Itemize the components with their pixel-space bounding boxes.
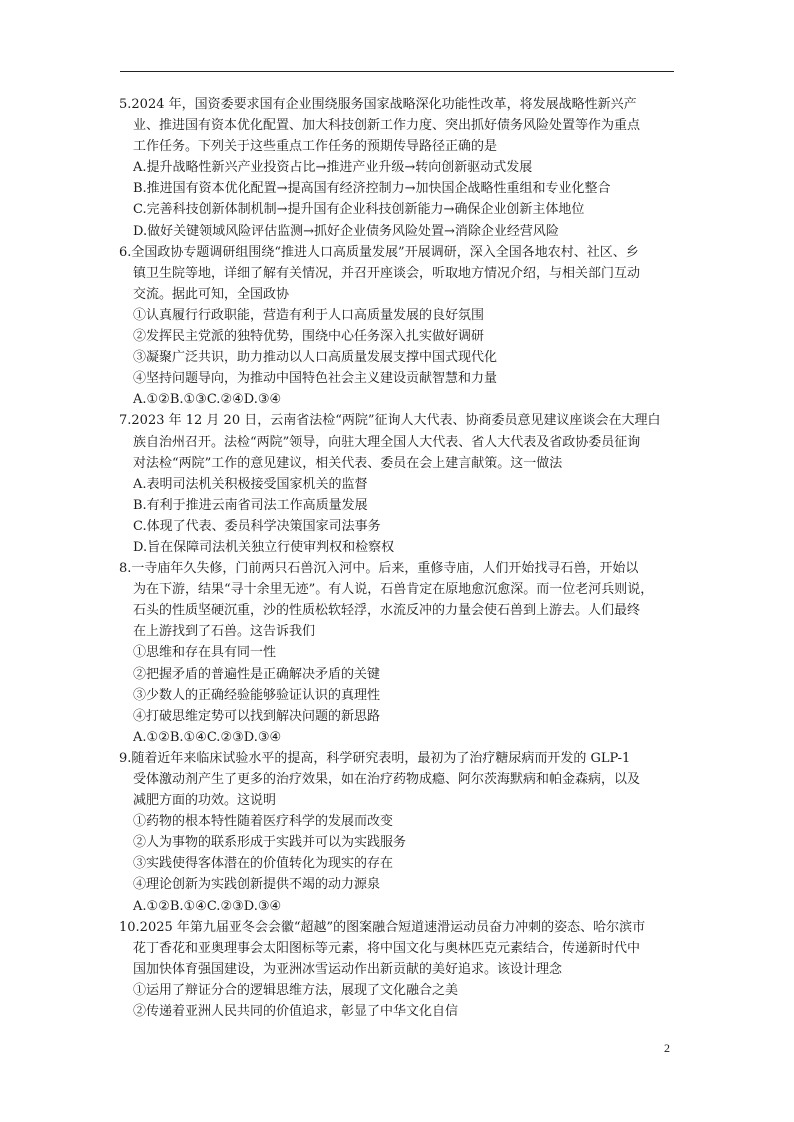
header-rule [120, 71, 674, 72]
answer-option: D.做好关键领域风险评估监测→抓好企业债务风险处置→消除企业经营风险 [133, 223, 559, 239]
page-number: 2 [664, 1041, 670, 1055]
question-stem: 9.随着近年来临床试验水平的提高，科学研究表明，最初为了治疗糖尿病而开发的 GLP-1 [119, 750, 631, 766]
statement-item: ①认真履行行政职能，营造有利于人口高质量发展的良好氛围 [133, 307, 485, 323]
question-stem: 10.2025 年第九届亚冬会会徽“超越”的图案融合短道速滑运动员奋力冲刺的姿态、哈尔滨市 [119, 919, 646, 935]
statement-item: ①思维和存在具有同一性 [133, 645, 277, 661]
question-stem: 镇卫生院等地，详细了解有关情况，并召开座谈会，听取地方情况介绍，与相关部门互动 [133, 265, 641, 281]
statement-item: ③实践使得客体潜在的价值转化为现实的存在 [133, 856, 394, 872]
question-stem: 交流。据此可知，全国政协 [133, 286, 290, 302]
question-stem: 国加快体育强国建设，为亚洲冰雪运动作出新贡献的美好追求。该设计理念 [133, 961, 563, 977]
statement-item: ②发挥民主党派的独特优势，围绕中心任务深入扎实做好调研 [133, 329, 485, 345]
question-stem: 在上游找到了石兽。这告诉我们 [133, 624, 316, 640]
statement-item: ②把握矛盾的普遍性是正确解决矛盾的关键 [133, 666, 381, 682]
question-stem: 6.全国政协专题调研组围绕“推进人口高质量发展”开展调研，深入全国各地农村、社区、乡 [119, 244, 639, 260]
question-stem: 为在下游，结果“寻十余里无迹”。有人说，石兽肯定在原地愈沉愈深。而一位老河兵则说， [133, 582, 654, 598]
question-5 [0, 94, 794, 242]
question-stem: 对法检“两院”工作的意见建议，相关代表、委员在会上建言献策。这一做法 [133, 455, 563, 471]
statement-item: ④理论创新为实践创新提供不竭的动力源泉 [133, 877, 381, 893]
question-stem: 7.2023 年 12 月 20 日，云南省法检“两院”征询人大代表、协商委员意见建议座谈会在大理白 [119, 413, 661, 429]
statement-item: ①运用了辩证分合的逻辑思维方法，展现了文化融合之美 [133, 982, 459, 998]
answer-option: C.完善科技创新体制机制→提升国有企业科技创新能力→确保企业创新主体地位 [133, 202, 585, 218]
question-stem: 石头的性质坚硬沉重，沙的性质松软轻浮，水流反冲的力量会使石兽到上游去。人们最终 [133, 603, 641, 619]
answer-option: A.表明司法机关积极接受国家机关的监督 [133, 476, 368, 492]
question-stem: 工作任务。下列关于这些重点工作任务的预期传导路径正确的是 [133, 139, 498, 155]
statement-item: ②人为事物的联系形成于实践并可以为实践服务 [133, 835, 407, 851]
question-stem: 8.一寺庙年久失修，门前两只石兽沉入河中。后来，重修寺庙，人们开始找寻石兽，开始以 [119, 561, 639, 577]
statement-item: ②传递着亚洲人民共同的价值追求，彰显了中华文化自信 [133, 1004, 459, 1020]
statement-item: ③少数人的正确经验能够验证认识的真理性 [133, 687, 381, 703]
answer-option: C.体现了代表、委员科学决策国家司法事务 [133, 518, 381, 534]
question-stem: 业、推进国有资本优化配置、加大科技创新工作力度、突出抓好债务风险处置等作为重点 [133, 118, 641, 134]
statement-item: ④打破思维定势可以找到解决问题的新思路 [133, 708, 381, 724]
question-9 [0, 748, 794, 917]
question-7 [0, 410, 794, 558]
question-stem: 减肥方面的功效。这说明 [133, 793, 277, 809]
question-stem: 族自治州召开。法检“两院”领导，向驻大理全国人大代表、省人大代表及省政协委员征询 [133, 434, 641, 450]
answer-choices: A.①②B.①③C.②④D.③④ [133, 392, 282, 408]
exam-page-body [0, 94, 794, 1022]
question-6 [0, 242, 794, 411]
answer-choices: A.①②B.①④C.②③D.③④ [133, 898, 282, 914]
statement-item: ③凝聚广泛共识，助力推动以人口高质量发展支撑中国式现代化 [133, 350, 498, 366]
question-stem: 花丁香花和亚奥理事会太阳图标等元素，将中国文化与奥林匹克元素结合，传递新时代中 [133, 940, 641, 956]
statement-item: ④坚持问题导向，为推动中国特色社会主义建设贡献智慧和力量 [133, 371, 498, 387]
question-stem: 5.2024 年，国资委要求国有企业围绕服务国家战略深化功能性改革，将发展战略性新兴产 [119, 97, 637, 112]
question-8 [0, 558, 794, 748]
question-10 [0, 917, 794, 1022]
answer-option: D.旨在保障司法机关独立行使审判权和检察权 [133, 539, 395, 555]
question-stem: 受体激动剂产生了更多的治疗效果，如在治疗药物成瘾、阿尔茨海默病和帕金森病，以及 [133, 772, 641, 787]
statement-item: ①药物的根本特性随着医疗科学的发展而改变 [133, 814, 394, 830]
answer-option: A.提升战略性新兴产业投资占比→推进产业升级→转向创新驱动式发展 [133, 160, 533, 176]
answer-option: B.推进国有资本优化配置→提高国有经济控制力→加快国企战略性重组和专业化整合 [133, 181, 611, 197]
answer-choices: A.①②B.①④C.②③D.③④ [133, 729, 282, 745]
answer-option: B.有利于推进云南省司法工作高质量发展 [133, 497, 368, 513]
